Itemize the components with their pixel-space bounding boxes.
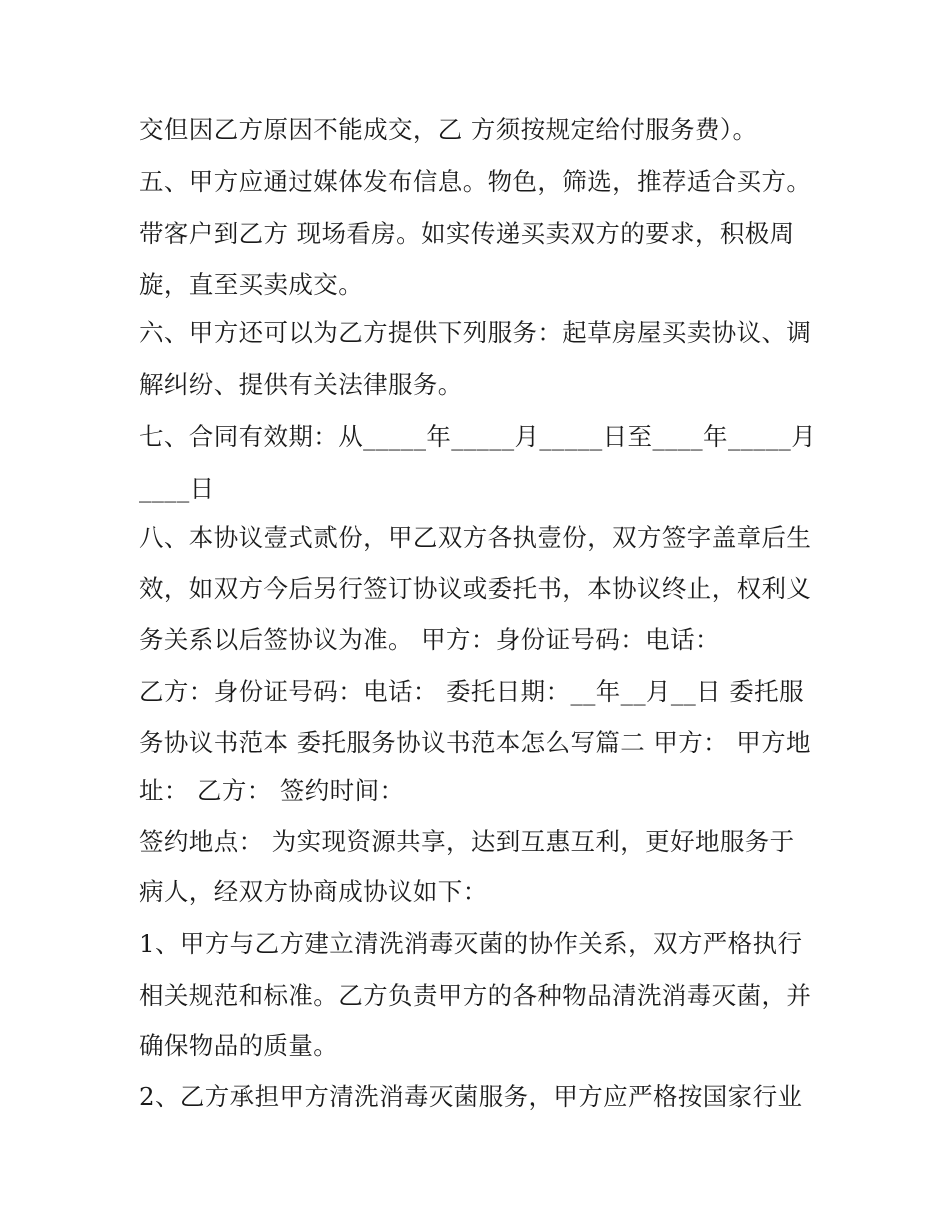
text-line: 乙方：身份证号码：电话： 委托日期：__年__月__日 委托服	[139, 677, 804, 706]
text-line: 带客户到乙方 现场看房。如实传递买卖双方的要求，积极周	[139, 219, 795, 248]
text-line: 1、甲方与乙方建立清洗消毒灭菌的协作关系，双方严格执行	[139, 929, 803, 958]
text-line: 七、合同有效期：从_____年_____月_____日至____年_____月	[139, 422, 817, 451]
text-line: 解纠纷、提供有关法律服务。	[139, 370, 463, 399]
text-line: 务协议书范本 委托服务协议书范本怎么写篇二 甲方： 甲方地	[139, 728, 811, 757]
text-line: 六、甲方还可以为乙方提供下列服务：起草房屋买卖协议、调	[139, 318, 812, 347]
text-line: 务关系以后签协议为准。 甲方：身份证号码：电话：	[139, 625, 720, 654]
text-line: 八、本协议壹式贰份，甲乙双方各执壹份，双方签字盖章后生	[139, 523, 812, 552]
text-line: ____日	[139, 474, 215, 503]
text-line: 相关规范和标准。乙方负责甲方的各种物品清洗消毒灭菌，并	[139, 981, 812, 1010]
text-line: 交但因乙方原因不能成交，乙 方须按规定给付服务费）。	[139, 115, 758, 144]
text-line: 确保物品的质量。	[139, 1031, 339, 1060]
text-line: 签约地点： 为实现资源共享，达到互惠互利，更好地服务于	[139, 827, 795, 856]
text-line: 病人，经双方协商成协议如下：	[139, 877, 488, 906]
text-line: 2、乙方承担甲方清洗消毒灭菌服务，甲方应严格按国家行业	[139, 1082, 803, 1111]
text-line: 址： 乙方： 签约时间：	[139, 776, 405, 805]
text-line: 五、甲方应通过媒体发布信息。物色，筛选，推荐适合买方。	[139, 167, 812, 196]
text-line: 旋，直至买卖成交。	[139, 270, 364, 299]
text-line: 效，如双方今后另行签订协议或委托书，本协议终止，权利义	[139, 574, 812, 603]
